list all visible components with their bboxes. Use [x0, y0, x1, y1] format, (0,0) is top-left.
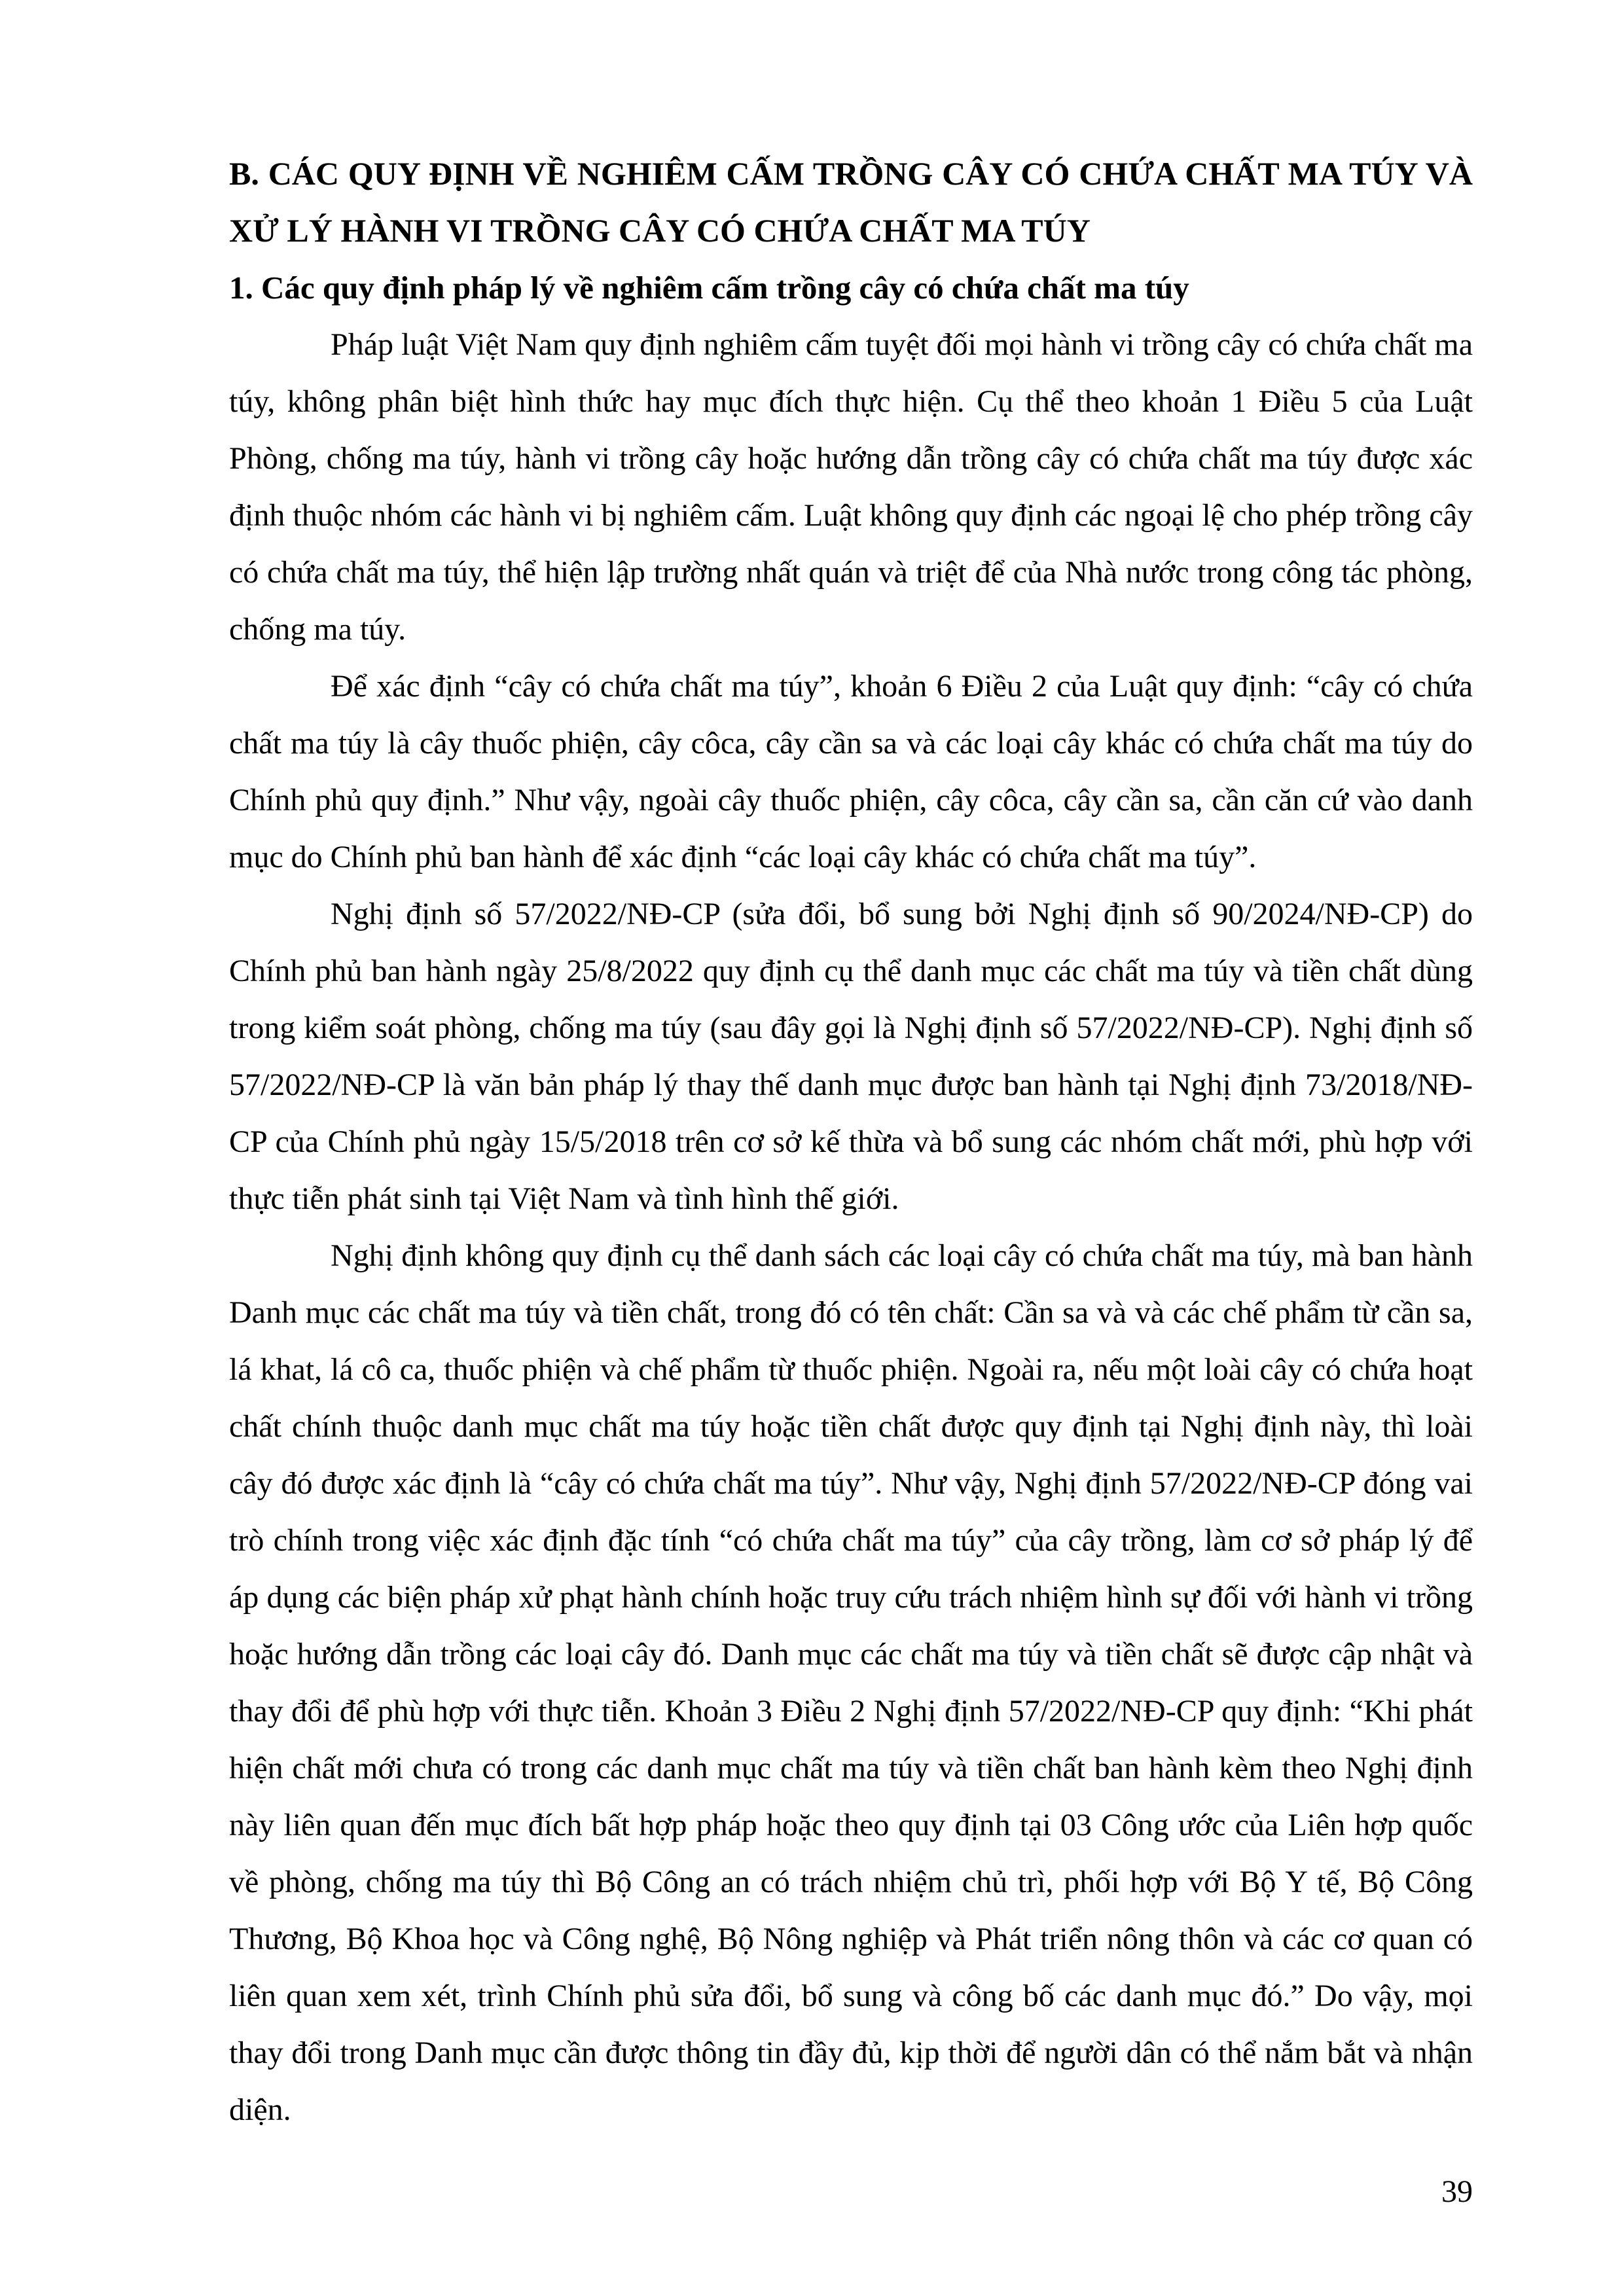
page-number: 39	[1441, 2174, 1473, 2209]
paragraph-decree-57-2022: Nghị định số 57/2022/NĐ-CP (sửa đổi, bổ sung bởi Nghị định số 90/2024/NĐ-CP) do Chính phủ ban hành ngày 25/8/2022 quy định cụ thể danh mục các chất ma túy và tiền chất dùng trong kiểm soát phòng, chống ma túy (sau đây gọi là Nghị định số 57/2022/NĐ-CP). Nghị định số 57/2022/NĐ-CP là văn bản pháp lý thay thế danh mục được ban hành tại Nghị định 73/2018/NĐ-CP của Chính phủ ngày 15/5/2018 trên cơ sở kế thừa và bổ sung các nhóm chất mới, phù hợp với thực tiễn phát sinh tại Việt Nam và tình hình thế giới.	[229, 897, 1473, 1216]
document-content	[229, 145, 1473, 2138]
paragraph-substance-list: Nghị định không quy định cụ thể danh sách các loại cây có chứa chất ma túy, mà ban hành Danh mục các chất ma túy và tiền chất, trong đó có tên chất: Cần sa và và các chế phẩm từ cần sa, lá khat, lá cô ca, thuốc phiện và chế phẩm từ thuốc phiện. Ngoài ra, nếu một loài cây có chứa hoạt chất chính thuộc danh mục chất ma túy hoặc tiền chất được quy định tại Nghị định này, thì loài cây đó được xác định là “cây có chứa chất ma túy”. Như vậy, Nghị định 57/2022/NĐ-CP đóng vai trò chính trong việc xác định đặc tính “có chứa chất ma túy” của cây trồng, làm cơ sở pháp lý để áp dụng các biện pháp xử phạt hành chính hoặc truy cứu trách nhiệm hình sự đối với hành vi trồng hoặc hướng dẫn trồng các loại cây đó. Danh mục các chất ma túy và tiền chất sẽ được cập nhật và thay đổi để phù hợp với thực tiễn. Khoản 3 Điều 2 Nghị định 57/2022/NĐ-CP quy định: “Khi phát hiện chất mới chưa có trong các danh mục chất ma túy và tiền chất ban hành kèm theo Nghị định này liên quan đến mục đích bất hợp pháp hoặc theo quy định tại 03 Công ước của Liên hợp quốc về phòng, chống ma túy thì Bộ Công an có trách nhiệm chủ trì, phối hợp với Bộ Y tế, Bộ Công Thương, Bộ Khoa học và Công nghệ, Bộ Nông nghiệp và Phát triển nông thôn và các cơ quan có liên quan xem xét, trình Chính phủ sửa đổi, bổ sung và công bố các danh mục đó.” Do vậy, mọi thay đổi trong Danh mục cần được thông tin đầy đủ, kịp thời để người dân có thể nắm bắt và nhận diện.	[229, 1238, 1473, 2127]
document-title: B. CÁC QUY ĐỊNH VỀ NGHIÊM CẤM TRỒNG CÂY CÓ CHỨA CHẤT MA TÚY VÀ XỬ LÝ HÀNH VI TRỒNG CÂY CÓ CHỨA CHẤT MA TÚY	[229, 155, 1473, 249]
section-heading: 1. Các quy định pháp lý về nghiêm cấm trồng cây có chứa chất ma túy	[229, 270, 1189, 306]
paragraph-definition-plants: Để xác định “cây có chứa chất ma túy”, khoản 6 Điều 2 của Luật quy định: “cây có chứa chất ma túy là cây thuốc phiện, cây côca, cây cần sa và các loại cây khác có chứa chất ma túy do Chính phủ quy định.” Như vậy, ngoài cây thuốc phiện, cây côca, cây cần sa, cần căn cứ vào danh mục do Chính phủ ban hành để xác định “các loại cây khác có chứa chất ma túy”.	[229, 669, 1473, 874]
paragraph-legal-prohibition: Pháp luật Việt Nam quy định nghiêm cấm tuyệt đối mọi hành vi trồng cây có chứa chất ma túy, không phân biệt hình thức hay mục đích thực hiện. Cụ thể theo khoản 1 Điều 5 của Luật Phòng, chống ma túy, hành vi trồng cây hoặc hướng dẫn trồng cây có chứa chất ma túy được xác định thuộc nhóm các hành vi bị nghiêm cấm. Luật không quy định các ngoại lệ cho phép trồng cây có chứa chất ma túy, thể hiện lập trường nhất quán và triệt để của Nhà nước trong công tác phòng, chống ma túy.	[229, 327, 1473, 647]
